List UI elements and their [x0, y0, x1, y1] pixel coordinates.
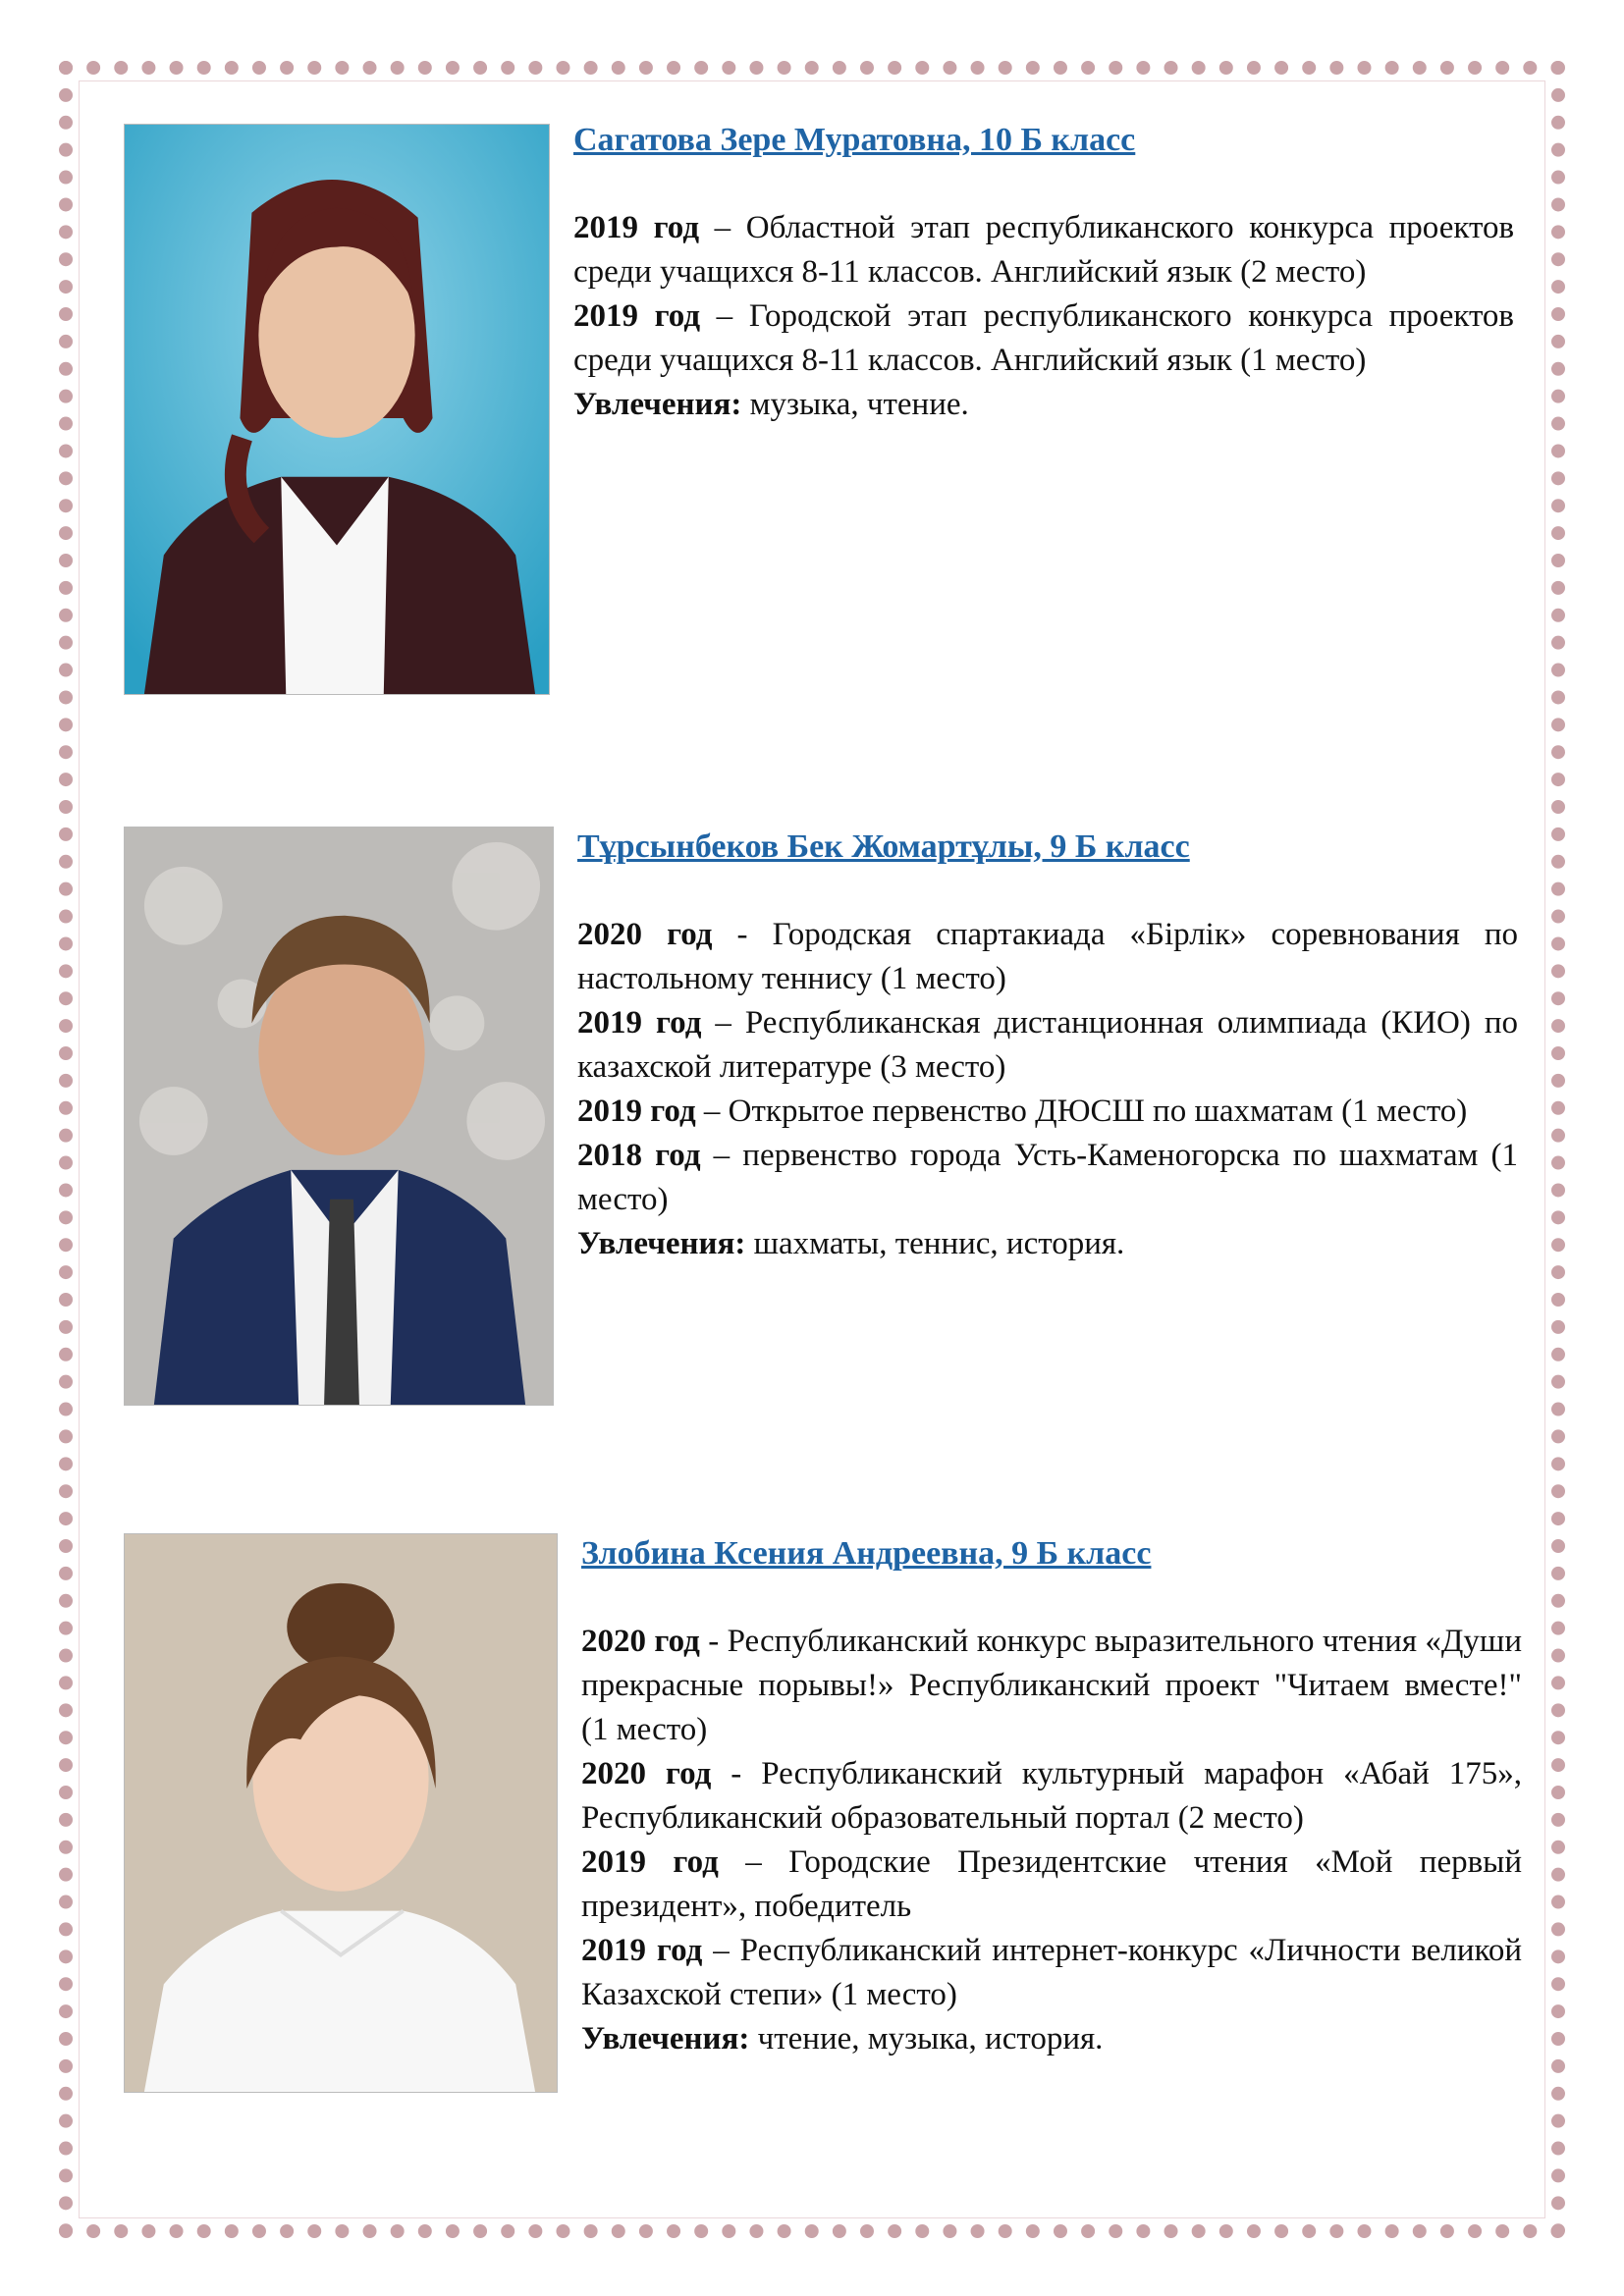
- hobbies-label: Увлечения:: [577, 1226, 746, 1261]
- hobbies: [573, 383, 1514, 427]
- student-info: [581, 1531, 1522, 2061]
- student-photo: [124, 124, 550, 695]
- achievement-text: первенство города Усть-Каменогорска по шахматам (1 место): [577, 1138, 1518, 1217]
- achievement-text: Республиканский конкурс выразительного чтения «Души прекрасные порывы!» Республиканский проект "Читаем вместе!" (1 место): [581, 1624, 1522, 1747]
- hobbies-label: Увлечения:: [573, 387, 742, 422]
- achievement-text: Городские Президентские чтения «Мой первый президент», победитель: [581, 1844, 1522, 1924]
- achievement-entry: [581, 1841, 1522, 1929]
- achievement-text: Открытое первенство ДЮСШ по шахматам (1 место): [728, 1094, 1468, 1129]
- hobbies: [577, 1222, 1518, 1266]
- achievement-separator: –: [700, 1138, 743, 1173]
- achievement-year: 2020 год: [577, 917, 713, 952]
- achievement-separator: –: [702, 1933, 740, 1968]
- achievement-separator: -: [712, 917, 773, 952]
- achievement-entry: [577, 1134, 1518, 1222]
- achievement-year: 2019 год: [573, 210, 700, 245]
- achievement-separator: –: [699, 210, 746, 245]
- achievement-separator: –: [718, 1844, 789, 1880]
- achievement-entry: [577, 1001, 1518, 1090]
- student-photo: [124, 827, 554, 1406]
- achievement-separator: –: [695, 1094, 729, 1129]
- achievement-year: 2019 год: [577, 1005, 702, 1041]
- achievement-entry: [573, 206, 1514, 294]
- hobbies-label: Увлечения:: [581, 2021, 750, 2056]
- achievement-text: Городской этап республиканского конкурса проектов среди учащихся 8-11 классов. Английский язык (1 место): [573, 298, 1514, 378]
- student-photo: [124, 1533, 558, 2093]
- student-name-link[interactable]: Сагатова Зере Муратовна, 10 Б класс: [573, 122, 1136, 158]
- student-info: [577, 825, 1518, 1266]
- achievement-year: 2018 год: [577, 1138, 701, 1173]
- achievement-entry: [577, 1090, 1518, 1134]
- achievement-text: Республиканский культурный марафон «Абай 175», Республиканский образовательный портал (2 место): [581, 1756, 1522, 1836]
- achievement-year: 2019 год: [581, 1844, 719, 1880]
- achievement-year: 2019 год: [577, 1094, 696, 1129]
- achievement-separator: -: [699, 1624, 728, 1659]
- achievement-text: Областной этап республиканского конкурса проектов среди учащихся 8-11 классов. Английский язык (2 место): [573, 210, 1514, 290]
- achievement-text: Республиканская дистанционная олимпиада (КИО) по казахской литературе (3 место): [577, 1005, 1518, 1085]
- achievement-entry: [581, 1929, 1522, 2017]
- hobbies-text: шахматы, теннис, история.: [745, 1226, 1125, 1261]
- achievement-year: 2019 год: [581, 1933, 703, 1968]
- student-info: [573, 118, 1514, 427]
- achievement-separator: -: [711, 1756, 762, 1791]
- achievement-year: 2020 год: [581, 1624, 700, 1659]
- achievement-entry: [581, 1620, 1522, 1752]
- achievement-year: 2020 год: [581, 1756, 712, 1791]
- hobbies-text: чтение, музыка, история.: [749, 2021, 1104, 2056]
- achievement-entry: [581, 1752, 1522, 1841]
- hobbies-text: музыка, чтение.: [741, 387, 969, 422]
- achievement-text: Городская спартакиада «Бірлік» соревнования по настольному теннису (1 место): [577, 917, 1518, 996]
- achievement-entry: [577, 913, 1518, 1001]
- achievement-entry: [573, 294, 1514, 383]
- achievement-separator: –: [701, 1005, 745, 1041]
- achievement-year: 2019 год: [573, 298, 701, 334]
- student-name-link[interactable]: Злобина Ксения Андреевна, 9 Б класс: [581, 1535, 1152, 1572]
- achievement-separator: –: [700, 298, 749, 334]
- student-name-link[interactable]: Тұрсынбеков Бек Жомартұлы, 9 Б класс: [577, 828, 1190, 865]
- hobbies: [581, 2017, 1522, 2061]
- achievement-text: Республиканский интернет-конкурс «Личности великой Казахской степи» (1 место): [581, 1933, 1522, 2012]
